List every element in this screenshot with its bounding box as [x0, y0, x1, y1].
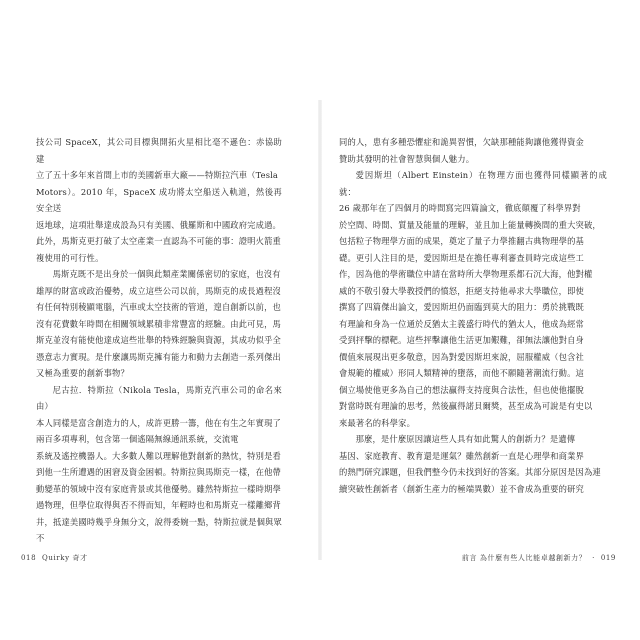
book-title-zh: 奇才 [72, 554, 88, 562]
left-paragraph-2: 馬斯克既不是出身於一個與此類產業關係密切的家庭，也沒有 雄厚的財富或政治優勢，成立這些公司以前，馬斯克的成長過程沒 有任何特別稜顯電腦，汽車或太空技術的管道，遑自創新以前，也 沒有花費數年時間在相關領域累積非常豐富的經驗。由此可見，馬 斯克並沒有能使他達成這些壯舉的特殊經驗與資源，其成功似乎全 憑意志力實現。是什麼讓馬斯克擁有能力和動力去創造一系列傑出 又極為重要的創新事物？ [36, 269, 281, 378]
left-page [36, 134, 282, 544]
footer-separator: · [592, 554, 595, 562]
right-paragraph-3: 那麼，是什麼原因讓這些人具有如此驚人的創新力？是遺傳 基因、家庭教育、教育還是運氣？雖然創新一直是心理學和商業界 的熱門研究課題，但我們整今仍未找到好的答案。其部分原因是因為連 續突破性創新者（創新生產力的極端異數）並不會成為重要的研究 [339, 434, 601, 494]
right-page-number: 019 [600, 554, 616, 562]
left-page-number: 018 [21, 554, 37, 562]
left-paragraph-1: 技公司 SpaceX，其公司目標與開拓火星相比毫不遜色：赤協助建 立了五十多年來首間上市的美國新車大廠——特斯拉汽車（Tesla Motors）。2010 年，SpaceX 成功將太空船送入軌道，然後再安全送 返地球，這項壯舉達成設為只有美國、俄羅斯和中國政府完成過。 此外，馬斯克更打破了太空產業一直認為不可能的事：證明火箭重 複使用的可行性。 [36, 137, 282, 263]
book-title: Quirky [42, 554, 70, 562]
right-page [339, 134, 607, 544]
right-footer [462, 553, 619, 563]
page-gutter [318, 100, 322, 560]
left-footer [21, 553, 88, 563]
right-paragraph-1: 同的人，患有多種恐懼症和詭異習慣，欠缺那種能夠讓他獲得資金 贊助其發明的社會智慧與個人魅力。 [339, 137, 584, 164]
left-paragraph-3: 尼古拉．特斯拉（Nikola Tesla，馬斯克汽車公司的命名來由） 本人同樣是富含創造力的人，成許更勝一籌，他在有生之年實現了 兩百多項專利，包含第一個遙隔無線通訊系統，交流電 系統及遙控機器人。大多數人難以理解他對創新的熱忱，特別是看 到他一生所遭遇的困窘及資金困頓。特斯拉與馬斯克一樣，在他帶 動變革的領域中沒有家庭背景或其他優勢。雖然特斯拉一樣時期學 過物理，但學位取得與否不得而知，年輕時也和馬斯克一樣離鄉背 井，抵達美國時幾乎身無分文，說得委婉一點，特斯拉就是個與眾不 [36, 384, 282, 543]
right-paragraph-2: 愛因斯坦（Albert Einstein）在物理方面也獲得同樣顯著的成就： 26 歲那年在了四個月的時間寫完四篇論文，徹底顛覆了科學界對 於空間、時間、質量及能量的理解，並且加上能量轉換間的重大突破， 包括粒子物理學方面的成果，奠定了量子力學推翻古典物理學的基 礎。更引人注目的是，愛因斯坦是在擔任專利審查員時完成這些工 作，因為他的學術職位申請在當時所大學物理系都石沉大海，他對權 威的不敬引發大學教授們的憤怒，拒絕支持他尋求大學職位，即使 撰寫了四篇傑出論文，愛因斯坦仍面臨到莫大的阻力：勇於挑戰既 有理論和身為一位通於反猶太主義盛行時代的猶太人，他成為經常 受到抨擊的標靶。這些抨擊讓他生活更加艱難，卻無法讓他對自身 價值來展現出更多敬意，因為對愛因斯坦來說，屈服權威（包含社 會規範的權威）形同人類精神的墮落，而他不願隨著潮流行動。這 個立場使他更多為自己的想法贏得支持度與合法性，但也使他擺脫 對當時既有理論的思考，然後贏得諾貝爾獎，甚至成為可說是有史以 來最著名的科學家。 [339, 170, 607, 428]
chapter-title: 前言 為什麼有些人比能卓越創新力？ [461, 554, 587, 562]
